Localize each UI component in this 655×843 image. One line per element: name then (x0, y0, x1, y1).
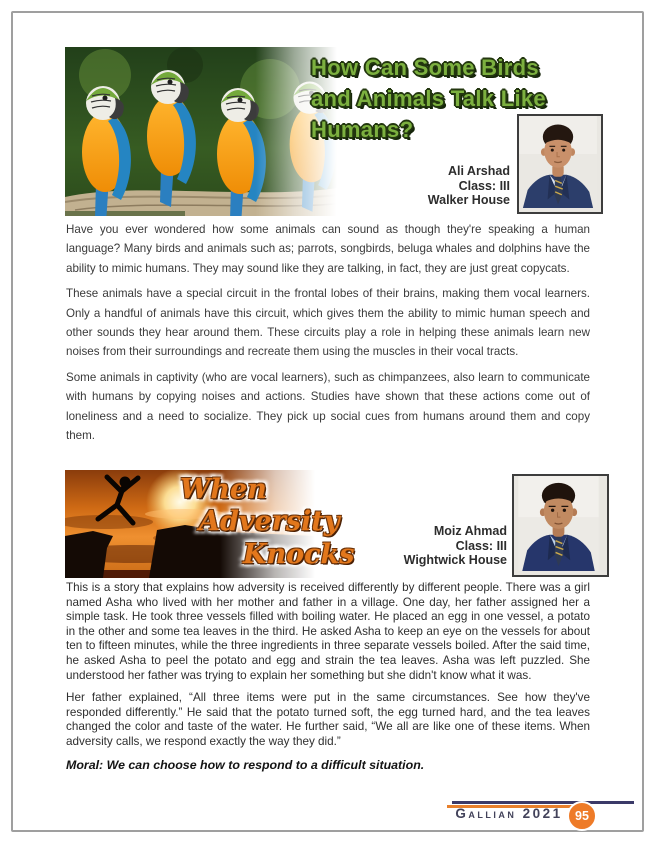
article2-title-line2: Adversity (199, 506, 340, 537)
article2-author (290, 524, 507, 568)
parrots-photo-art (65, 47, 345, 216)
article2-author-class: Class: III (455, 538, 507, 553)
footer-rule-navy (452, 801, 634, 804)
student-photo-ali-art (519, 116, 597, 208)
article1-author-name: Ali Arshad (447, 164, 510, 178)
student-photo-moiz-art (514, 476, 603, 571)
article1-paragraph-3: Some animals in captivity (who are vocal learners), such as chimpanzees, also learn to communicate with humans by copying noises and actions. Studies have shown that these actions come out of loneliness and a need to socialize. They pick up social cues from humans around them and copy them. (66, 370, 590, 443)
article1-paragraph-1: Have you ever wondered how some animals can sound as though they're speaking a human language? Many birds and animals such as; parrots, songbirds, beluga whales and dolphins have the ability to mimic humans. They may sound like they are talking, in fact, they are just great copycats. (66, 223, 590, 275)
article1-title-line3: Humans? (311, 117, 414, 142)
article2-author-name: Moiz Ahmad (433, 524, 507, 538)
article2-body (66, 581, 590, 780)
parrots-photo (65, 47, 345, 216)
student-photo-moiz (512, 474, 609, 577)
article1-title-line2: and Animals Talk Like (311, 86, 546, 111)
article1-body (66, 220, 590, 451)
footer-magazine-title: Gallian 2021 (455, 806, 563, 821)
student-photo-ali (517, 114, 603, 214)
article2-title-line3: Knocks (243, 539, 355, 570)
page-number-badge: 95 (567, 801, 597, 831)
article1-title-line1: How Can Some Birds (311, 55, 539, 80)
article1-author-house: Walker House (427, 193, 510, 208)
article2-paragraph-1: This is a story that explains how adversity is received differently by different people. There was a girl named Asha who lived with her mother and father in a village. One day, her father assigned her a simple task. He took three vessels filled with boiling water. He placed an egg in one vessel, a potato in the other and some tea leaves in the third. He asked Asha to keep an eye on the vessels for about ten to fifteen minutes, while the three ingredients in three separate vessels boiled. After the said time, he asked Asha to peel the potato and egg and strain the tea leaves. Asha was left puzzled. She understood her father was trying to explain her something but she didn't know what it was. (66, 581, 590, 682)
article2-author-house: Wightwick House (403, 553, 507, 568)
article1-paragraph-2: These animals have a special circuit in the frontal lobes of their brains, making them vocal learners. Only a handful of animals have this circuit, which gives them the ability to mimic human speech and other sounds they hear around them. These circuits play a role in helping these animals learn new noises from their surroundings and recreate them using the muscles in their vocal tracts. (66, 287, 590, 359)
article1-author-class: Class: III (458, 178, 510, 193)
article2-paragraph-2: Her father explained, “All three items were put in the same circumstances. See how they've responded differently.” He said that the potato turned soft, the egg turned hard, and the tea leaves changed the color and taste of the water. He further said, “We all are like one of these items. When adversity calls, we respond exactly the way they did.” (66, 691, 590, 748)
article1-author (310, 164, 510, 208)
article2-moral: Moral: We can choose how to respond to a difficult situation. (66, 757, 425, 772)
article2-title-line1: When (180, 474, 267, 505)
